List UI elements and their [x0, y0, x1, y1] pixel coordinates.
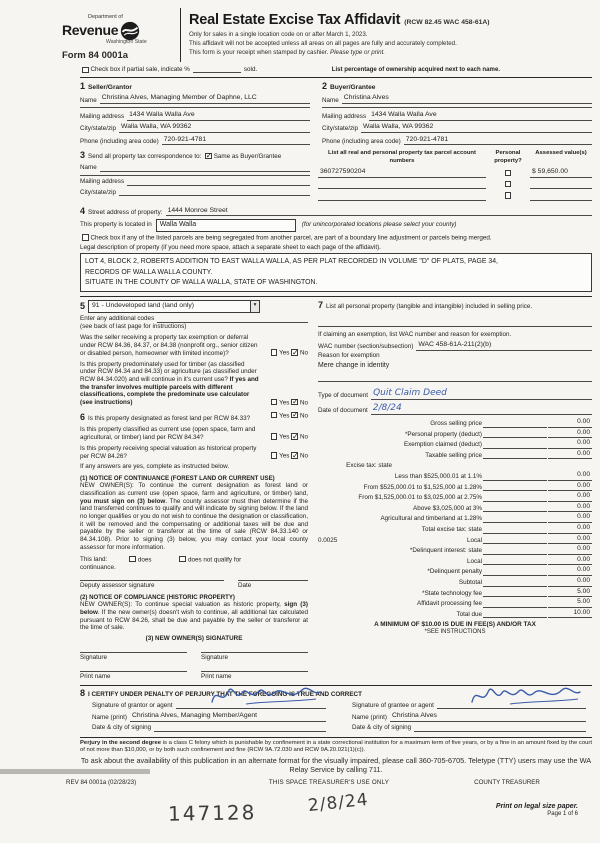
tax-table-row: [318, 565, 592, 576]
see-instructions-note: *SEE INSTRUCTIONS: [424, 629, 486, 636]
tax-table-row: [318, 544, 592, 555]
tax-row-value[interactable]: 0.00: [548, 482, 592, 492]
section-5-number: 5: [80, 301, 86, 312]
notice-1-title: (1) NOTICE OF CONTINUANCE (FOREST LAND OR CURRENT USE): [80, 474, 275, 482]
print-name-label-2: Print name: [201, 673, 232, 681]
notice-2-text-a: NEW OWNER(S): To continue special valuation as historic property,: [80, 601, 285, 609]
new-owner-signature-1[interactable]: [80, 652, 187, 662]
personal-property-checkbox-1[interactable]: [505, 170, 512, 177]
dept-of-label: Department of: [88, 14, 123, 20]
land-does-not-checkbox[interactable]: [179, 556, 186, 563]
partial-sale-percent-line[interactable]: [193, 72, 241, 73]
notice-1-text-b: . The county assessor must then determine if the land transferred continues to qualify and will indicate by signing below. If the land no longer qualifies or you do not wish to continue the designation or classification, it will be removed and the compensating or additional taxes will be due and payable by the seller or transferor at the time of sale (RCW 84.33.140 or 84.34.108). Prior to signing (3) below, you may contact your local county assessor for more information.: [80, 497, 308, 551]
tax-row-label: Exemption claimed (deduct): [403, 441, 482, 449]
scan-edge-artifact: [0, 769, 150, 774]
form-title: Real Estate Excise Tax Affidavit: [189, 12, 401, 28]
same-as-buyer-checkbox[interactable]: [205, 153, 212, 160]
land-use-select[interactable]: [88, 300, 260, 312]
section-6-number: 6: [80, 411, 86, 422]
grantor-signature-label: Signature of grantor or agent: [92, 701, 173, 709]
section-7-number: 7: [318, 300, 324, 311]
s6-q1-text: Is this property designated as forest land per RCW 84.33?: [88, 414, 251, 422]
wac-number-label: WAC number (section/subsection): [318, 343, 414, 351]
tax-row-value[interactable]: 0.00: [548, 418, 592, 428]
tax-table-row: [318, 512, 592, 523]
tax-row-line: [483, 533, 547, 534]
deputy-date-label: Date: [238, 582, 252, 590]
s5-q2-yes-checkbox[interactable]: [271, 399, 278, 406]
personal-property-col-header: Personal property?: [494, 150, 522, 164]
grantee-date-city-label: Date & city of signing: [352, 724, 412, 732]
dor-logo-icon: [120, 21, 140, 41]
assessed-value-1[interactable]: $ 59,650.00: [530, 168, 592, 178]
grantee-signing-block: [352, 699, 586, 732]
section-1-number: 1: [80, 80, 86, 91]
tax-row-value[interactable]: 0.00: [548, 471, 592, 481]
tax-row-label: Local: [466, 536, 482, 544]
s6-question-1: [80, 412, 308, 423]
tax-table-row: [318, 555, 592, 566]
section-2-title: Buyer/Grantee: [330, 83, 376, 91]
s5-q1-yes-label: Yes: [279, 349, 290, 357]
tax-row-line: [483, 607, 547, 608]
tax-row-label: Total excise tax: state: [421, 525, 482, 533]
section-7-head: [318, 300, 592, 311]
additional-codes-label: Enter any additional codes: [80, 315, 155, 323]
notice-1-bold: you must sign on (3) below: [80, 497, 166, 505]
tax-table-row: [318, 459, 592, 470]
partial-sale-label: Check box if partial sale, indicate %: [90, 65, 190, 73]
tax-row-value[interactable]: 0.00: [548, 492, 592, 502]
type-of-document-value[interactable]: Quit Claim Deed: [371, 388, 592, 400]
perjury-bold-lead: Perjury in the second degree: [80, 740, 162, 747]
county-treasurer-label: COUNTY TREASURER: [474, 779, 540, 787]
tax-row-label: Affidavit processing fee: [417, 600, 482, 608]
seller-csz-value[interactable]: Walla Walla, WA 99362: [119, 123, 310, 133]
tax-row-label: *State technology fee: [422, 589, 482, 597]
parcel-row-1: [318, 168, 592, 178]
page-number: Page 1 of 6: [547, 811, 578, 818]
signature-label-2: Signature: [201, 653, 228, 661]
tax-row-line: [483, 501, 547, 502]
tax-row-line: [483, 437, 547, 438]
seller-name-value[interactable]: Christina Alves, Managing Member of Daphne, LLC: [100, 94, 310, 104]
tax-row-value[interactable]: 0.00: [548, 513, 592, 523]
seller-name-label: Name: [80, 96, 97, 104]
tax-table-row: [318, 576, 592, 587]
personal-property-line[interactable]: [318, 325, 592, 327]
s5-q2-text: Is this property predominately used for timber (as classified under RCW 84.34 and 84.33) or agriculture (as classified under RCW 84.34.020) and will continue in it's current use?: [80, 360, 257, 384]
notice-2-bold: sign (3) below: [80, 601, 309, 617]
tax-row-line: [483, 564, 547, 565]
buyer-address-value[interactable]: 1434 Walla Walla Ave: [369, 111, 592, 121]
wac-number-value[interactable]: WAC 458-61A-211(2)(b): [416, 341, 592, 351]
s6-question-2: [80, 426, 308, 441]
s6-q3-no-checkbox[interactable]: [291, 452, 298, 459]
land-does-not-label: does not qualify for: [187, 556, 242, 563]
print-legal-size-note: Print on legal size paper.: [495, 802, 578, 810]
section-2-number: 2: [322, 80, 328, 91]
buyer-name-value[interactable]: Christina Alves: [342, 94, 592, 104]
same-as-buyer-label: Same as Buyer/Grantee: [213, 153, 282, 161]
land-qualify-row: [80, 556, 308, 564]
grantee-signature-label: Signature of grantee or agent: [352, 701, 434, 709]
land-use-value: 91 - Undeveloped land (land only): [92, 302, 195, 310]
alternate-format-note: To ask about the availability of this publication in an alternate format for the visually impaired, please call 360-705-6705. Teletype (TTY) users may use the WA Relay Service by calling 711.: [80, 756, 592, 775]
continuance-label: continuance.: [80, 563, 116, 571]
tax-row-line: [483, 575, 547, 576]
section-1-title: Seller/Grantor: [88, 83, 132, 91]
revenue-wordmark: Revenue: [62, 22, 119, 39]
tax-row-label: From $525,000.01 to $1,525,000 at 1.28%: [363, 483, 482, 491]
s5-q1-text: Was the seller receiving a property tax exemption or deferral under RCW 84.36, 84.37, or 84.38 (nonprofit org., senior citizen or disabled person, homeowner with limited income)?: [80, 334, 258, 357]
grantor-signature-line[interactable]: [176, 708, 326, 710]
treasurer-use-only-label: THIS SPACE TREASURER'S USE ONLY: [268, 779, 390, 787]
grantor-date-city-line[interactable]: [154, 731, 326, 733]
parcel-row-3: [318, 192, 592, 200]
s3-csz-label: City/state/zip: [80, 188, 117, 196]
grantee-date-city-line[interactable]: [414, 731, 586, 733]
buyer-name-label: Name: [322, 96, 339, 104]
exemption-intro: If claiming an exemption, list WAC number and reason for exemption.: [318, 330, 512, 338]
located-in-note: (for unincorporated locations please select your county): [301, 221, 457, 229]
date-of-document-label: Date of document: [318, 407, 368, 415]
new-owner-print-2[interactable]: [201, 671, 308, 681]
tax-row-label: *Personal property (deduct): [404, 430, 482, 438]
section-3-intro: Send all property tax correspondence to:: [88, 153, 202, 161]
grantor-name-value[interactable]: Christina Alves, Managing Member/Agent: [130, 712, 326, 722]
certify-statement: I CERTIFY UNDER PENALTY OF PERJURY THAT THE FOREGOING IS TRUE AND CORRECT: [88, 691, 362, 699]
new-owners-signature-title: (3) NEW OWNER(S) SIGNATURE: [145, 635, 243, 643]
tax-table-row: [318, 417, 592, 428]
partial-sale-sold-label: sold.: [243, 65, 258, 73]
tax-row-label: *Delinquent penalty: [427, 568, 482, 576]
seller-phone-label: Phone (including area code): [80, 137, 159, 145]
tax-row-line: [483, 427, 547, 428]
tax-table-row: [318, 534, 592, 545]
buyer-csz-value[interactable]: Walla Walla, WA 99362: [361, 123, 592, 133]
tax-table-row: [318, 523, 592, 534]
s6-q3-yes-label: Yes: [279, 452, 290, 460]
new-owner-signature-2[interactable]: [201, 652, 308, 662]
s3-address-line[interactable]: [127, 185, 310, 187]
section-4-number: 4: [80, 205, 86, 216]
tax-row-value[interactable]: 0.00: [548, 429, 592, 439]
treasurer-stamp-zone: [80, 787, 592, 843]
s3-csz-line[interactable]: [119, 195, 310, 197]
tax-row-label: *Delinquent interest: state: [409, 547, 482, 555]
seller-address-value[interactable]: 1434 Walla Walla Ave: [127, 111, 310, 121]
tax-row-value[interactable]: 0.00: [548, 556, 592, 566]
footer-row: [66, 779, 592, 787]
form-title-rcw: (RCW 82.45 WAC 458-61A): [404, 19, 490, 26]
notice-1-body: [80, 482, 308, 551]
grantor-signing-block: [92, 699, 326, 732]
parcel-number-value[interactable]: 360727590204: [318, 168, 486, 178]
tax-row-value[interactable]: 5.00: [548, 588, 592, 598]
tax-table-row: [318, 470, 592, 481]
excise-tax-table: [318, 417, 592, 618]
perjury-body: is a class C felony which is punishable by confinement in a state correctional institution for a maximum term of five years, or by a fine in an amount fixed by the court of not more than $10,000, or by both such confinement and fine (RCW 9A.72.030 and RCW 9A.20.021(1)(c)).: [80, 740, 592, 754]
tax-row-line: [483, 554, 547, 555]
buyer-phone-label: Phone (including area code): [322, 137, 401, 145]
parcel-table: [318, 150, 592, 200]
tax-table-row: [318, 481, 592, 492]
tax-table-row: [318, 608, 592, 619]
codes-note: (see back of last page for instructions): [80, 322, 187, 330]
new-owner-print-1[interactable]: [80, 671, 187, 681]
form-header: [62, 8, 592, 62]
tax-row-label: Total due: [456, 610, 482, 618]
tax-table-row: [318, 428, 592, 439]
tax-row-label: Less than $525,000.01 at 1.1%: [394, 472, 482, 480]
tax-row-value[interactable]: 0.00: [548, 524, 592, 534]
section-8-number: 8: [80, 688, 86, 699]
s5-question-1: [80, 334, 308, 357]
s6-q2-no-checkbox[interactable]: [291, 433, 298, 440]
perjury-notice: [80, 737, 592, 754]
parcel-line-2[interactable]: [318, 188, 486, 190]
tax-table-row: [318, 502, 592, 513]
section-2-buyer: [322, 81, 592, 146]
partial-sale-checkbox[interactable]: [82, 67, 89, 74]
tax-row-label: Agricultural and timberland at 1.28%: [380, 515, 482, 523]
notice-1-text-a: NEW OWNER(S): To continue the current designation as forest land or classification as current use (open space, farm and agriculture, or timber) land,: [80, 482, 308, 498]
street-address-label: Street address of property:: [88, 208, 163, 216]
s3-extra-line[interactable]: [80, 174, 310, 176]
land-does-label: does: [137, 556, 152, 563]
deputy-assessor-row: [80, 580, 308, 590]
tax-row-prefix: 0.0025: [318, 536, 338, 544]
type-of-document-label: Type of document: [318, 392, 369, 400]
seller-address-label: Mailing address: [80, 113, 125, 120]
dropdown-arrow-icon[interactable]: ▾: [250, 301, 259, 311]
deputy-assessor-label: Deputy assessor signature: [80, 582, 155, 590]
s5-q1-yes-checkbox[interactable]: [271, 349, 278, 356]
s5-q2-bold-text: If yes and the transfer involves multiple parcels with different classifications, complete the predominate use calculator (see instructions): [80, 376, 259, 407]
buyer-phone-value[interactable]: 720-921-4781: [404, 136, 592, 146]
tax-row-line: [483, 448, 547, 449]
new-owner-print-row: [80, 671, 308, 681]
treasurer-stamp-number: 147128: [167, 799, 257, 826]
land-does-checkbox[interactable]: [129, 556, 136, 563]
buyer-name-extra-line[interactable]: [322, 107, 592, 109]
s3-name-label: Name: [80, 163, 97, 171]
notice-2-text-b: . If the new owner(s) doesn't wish to continue, all additional tax calculated pursuant to RCW 84.26, shall be due and payable by the seller or transferor at the time of sale.: [80, 609, 308, 632]
minimum-due-note: A MINIMUM OF $10.00 IS DUE IN FEE(S) AND/OR TAX: [374, 621, 536, 629]
washington-state-label: Washington State: [106, 38, 147, 45]
tax-row-line: [483, 596, 547, 597]
tax-row-line: [483, 617, 547, 618]
grantor-name-label: Name (print): [92, 714, 127, 722]
segregated-label: Check box if any of the listed parcels are being segregated from another parcel, are part of a boundary line adjustment or parcels being merged.: [90, 234, 492, 242]
buyer-address-label: Mailing address: [322, 113, 367, 120]
notice-2-body: [80, 601, 308, 632]
deputy-date-line[interactable]: [238, 580, 308, 590]
tax-row-value[interactable]: 0.00: [548, 535, 592, 545]
seller-csz-label: City/state/zip: [80, 125, 117, 133]
s5-q2-no-checkbox[interactable]: [291, 399, 298, 406]
s5-question-2: [80, 361, 308, 407]
tax-row-line: [483, 522, 547, 523]
grantee-name-value[interactable]: Christina Alves: [390, 712, 586, 722]
tax-row-line: [483, 490, 547, 491]
tax-row-value[interactable]: 0.00: [548, 577, 592, 587]
tax-row-label: Above $3,025,000 at 3%: [413, 504, 482, 512]
s3-address-label: Mailing address: [80, 178, 125, 186]
assessed-value-col-header: Assessed value(s): [535, 150, 587, 157]
legal-description-line-1: LOT 4, BLOCK 2, ROBERTS ADDITION TO EAST WALLA WALLA, AS PER PLAT RECORDED IN VOLUME "D" OF PLATS, PAGE 34,: [85, 258, 498, 266]
located-in-select[interactable]: Walla Walla: [156, 219, 296, 232]
s6-q3-text: Is this property receiving special valuation as historical property per RCW 84.26?: [80, 445, 257, 460]
s6-q2-no-label: No: [299, 433, 308, 441]
signature-label-1: Signature: [80, 653, 107, 661]
reason-for-exemption-value[interactable]: Mere change in identity: [318, 361, 390, 369]
reason-for-exemption-label: Reason for exemption: [318, 352, 380, 360]
s6-q1-no-checkbox[interactable]: [291, 412, 298, 419]
assessed-value-line-2[interactable]: [530, 188, 592, 190]
legal-description-label: Legal description of property (if you need more space, attach a separate sheet to each page of the affidavit).: [80, 244, 381, 252]
s6-q1-yes-checkbox[interactable]: [271, 412, 278, 419]
section-5-head: [80, 300, 308, 312]
tax-row-value[interactable]: 5.00: [548, 598, 592, 608]
new-owner-signature-row: [80, 652, 308, 662]
s6-q1-yes-label: Yes: [279, 412, 290, 420]
notice-2-title: (2) NOTICE OF COMPLIANCE (HISTORIC PROPERTY): [80, 593, 235, 601]
tax-row-line: [483, 511, 547, 512]
section-7-intro: List all personal property (tangible and intangible) included in selling price.: [326, 303, 533, 311]
s6-q3-yes-checkbox[interactable]: [271, 452, 278, 459]
section-8: [80, 685, 592, 734]
tax-row-line: [483, 586, 547, 587]
tax-row-value[interactable]: 0.00: [548, 439, 592, 449]
s6-q1-no-label: No: [299, 412, 308, 420]
exemption-extra-line[interactable]: [318, 380, 592, 382]
s6-q3-no-label: No: [299, 452, 308, 460]
tax-row-value[interactable]: 10.00: [548, 609, 592, 619]
tax-table-row: [318, 597, 592, 608]
tax-row-label: Gross selling price: [430, 420, 482, 427]
section-3: [80, 150, 592, 200]
segregated-checkbox[interactable]: [82, 234, 89, 241]
section-4: [80, 206, 592, 293]
header-note-2: This affidavit will not be accepted unless all areas on all pages are fully and accurately completed.: [189, 40, 457, 48]
tax-row-value[interactable]: 0.00: [548, 545, 592, 555]
seller-phone-value[interactable]: 720-921-4781: [162, 136, 310, 146]
print-name-label-1: Print name: [80, 673, 111, 681]
street-address-value[interactable]: 1444 Monroe Street: [166, 207, 592, 217]
assessed-value-line-3[interactable]: [530, 199, 592, 201]
s6-question-3: [80, 445, 308, 460]
tax-row-value[interactable]: 0.00: [548, 566, 592, 576]
s5-q2-yes-label: Yes: [279, 399, 290, 407]
header-note-1: Only for sales in a single location code on or after March 1, 2023.: [189, 31, 368, 39]
tax-row-label: Local: [466, 557, 482, 565]
tax-table-row: [318, 491, 592, 502]
tax-row-label: Taxable selling price: [425, 451, 482, 459]
grantee-signature-line[interactable]: [437, 708, 586, 710]
ownership-percentage-note: List percentage of ownership acquired next to each name.: [331, 65, 501, 73]
located-in-label: This property is located in: [80, 221, 152, 229]
header-note-3: This form is your receipt when stamped by cashier. Please type or print.: [189, 49, 386, 57]
date-of-document-value[interactable]: 2/8/24: [371, 403, 592, 415]
deputy-assessor-signature-line[interactable]: [80, 580, 224, 590]
parcel-line-3[interactable]: [318, 199, 486, 201]
treasurer-stamp-date: 2/8/24: [307, 789, 370, 816]
personal-property-checkbox-2[interactable]: [505, 181, 512, 188]
tax-row-value[interactable]: 0.00: [548, 503, 592, 513]
seller-name-extra-line[interactable]: [80, 107, 310, 109]
tax-table-row: [318, 449, 592, 460]
tax-row-line: [483, 458, 547, 459]
tax-table-row: [318, 587, 592, 598]
parcel-col-header: List all real and personal property tax parcel account numbers: [328, 150, 476, 164]
tax-table-row: [318, 438, 592, 449]
grantee-name-label: Name (print): [352, 714, 387, 722]
s6-q2-text: Is this property classified as current use (open space, farm and agricultural, or timber) land per RCW 84.34?: [80, 426, 256, 441]
s6-note: If any answers are yes, complete as instructed below.: [80, 463, 230, 471]
s5-q1-no-checkbox[interactable]: [291, 349, 298, 356]
tax-row-line: [483, 480, 547, 481]
section-3-number: 3: [80, 150, 86, 161]
legal-description-line-3: SITUATE IN THE COUNTY OF WALLA WALLA, STATE OF WASHINGTON.: [85, 279, 318, 287]
tax-row-label: Excise tax: state: [346, 462, 392, 470]
personal-property-checkbox-3[interactable]: [505, 192, 512, 199]
legal-description-box[interactable]: [80, 253, 592, 292]
agency-logo-block: [62, 8, 180, 62]
s3-name-line[interactable]: [100, 170, 310, 172]
s5-q1-no-label: No: [299, 349, 308, 357]
form-revision-number: REV 84 0001a (02/28/23): [66, 779, 137, 787]
form-number: Form 84 0001a: [62, 50, 129, 62]
s6-q2-yes-checkbox[interactable]: [271, 433, 278, 440]
section-1-seller: [80, 81, 310, 146]
this-land-label: This land:: [80, 555, 108, 563]
s5-q2-no-label: No: [299, 399, 308, 407]
partial-sale-row: [80, 66, 592, 78]
tax-row-label: From $1,525,000.01 to $3,025,000 at 2.75%: [358, 494, 482, 502]
grantor-date-city-label: Date & city of signing: [92, 724, 152, 732]
tax-row-line: [483, 543, 547, 544]
tax-row-value[interactable]: 0.00: [548, 450, 592, 460]
buyer-csz-label: City/state/zip: [322, 125, 359, 133]
s6-q2-yes-label: Yes: [279, 433, 290, 441]
legal-description-line-2: RECORDS OF WALLA WALLA COUNTY.: [85, 268, 213, 276]
parcel-row-2: [318, 181, 592, 189]
tax-row-label: Subtotal: [458, 578, 482, 586]
